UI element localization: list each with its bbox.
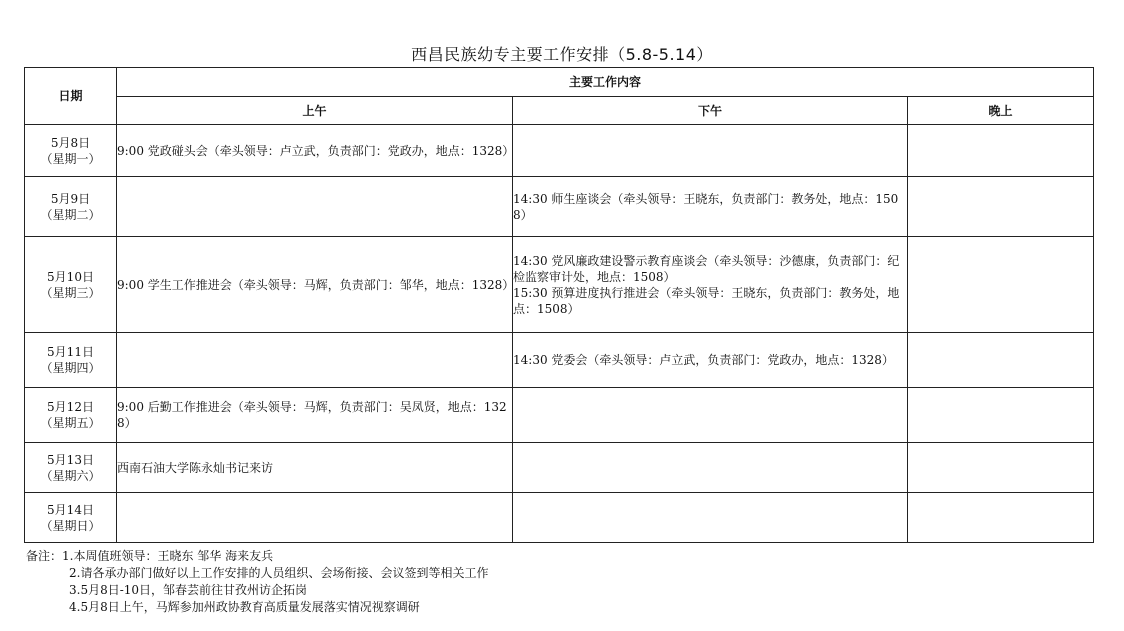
date-label: 5月14日 [47, 502, 94, 517]
date-cell [25, 333, 117, 388]
weekday-label: （星期五） [40, 416, 101, 430]
afternoon-event: 14:30 党委会（牵头领导：卢立武，负责部门：党政办，地点：1328） [513, 353, 894, 367]
date-label: 5月11日 [47, 345, 94, 359]
weekday-label: （星期四） [40, 361, 101, 375]
note-item: 4.5月8日上午，马辉参加州政协教育高质量发展落实情况视察调研 [69, 600, 420, 614]
morning-cell: 9:00 后勤工作推进会（牵头领导：马辉，负责部门：吴凤贤，地点：1328） [117, 388, 513, 443]
morning-cell [117, 493, 513, 543]
afternoon-column-header: 下午 [513, 97, 908, 125]
date-label: 5月9日 [50, 191, 91, 206]
page-title: 西昌民族幼专主要工作安排（5.8-5.14） [411, 45, 713, 64]
morning-cell: 西南石油大学陈永灿书记来访 [117, 443, 513, 493]
table-row [25, 388, 1094, 443]
note-first-line [26, 548, 488, 565]
evening-cell [908, 493, 1094, 543]
morning-cell: 9:00 学生工作推进会（牵头领导：马辉，负责部门：邹华，地点：1328） [117, 237, 513, 333]
date-cell [25, 388, 117, 443]
weekday-label: （星期二） [40, 207, 101, 222]
table-row [25, 493, 1094, 543]
date-cell [25, 125, 117, 177]
afternoon-event: 14:30 师生座谈会（牵头领导：王晓东，负责部门：教务处，地点：1508） [513, 191, 899, 222]
morning-cell [117, 333, 513, 388]
notes-label: 备注： [26, 549, 63, 563]
date-label: 5月10日 [47, 269, 94, 284]
date-label: 5月8日 [50, 135, 91, 150]
table-row [25, 125, 1094, 177]
morning-cell [117, 177, 513, 237]
afternoon-cell [513, 493, 908, 543]
afternoon-cell [513, 333, 908, 388]
date-label: 5月12日 [47, 400, 94, 414]
date-cell [25, 443, 117, 493]
evening-cell [908, 443, 1094, 493]
weekday-label: （星期三） [40, 285, 101, 300]
table-row [25, 333, 1094, 388]
note-item: 1.本周值班领导：王晓东 邹华 海来友兵 [62, 549, 274, 563]
date-cell [25, 493, 117, 543]
afternoon-cell [513, 125, 908, 177]
date-cell [25, 177, 117, 237]
evening-cell [908, 125, 1094, 177]
evening-cell [908, 333, 1094, 388]
afternoon-cell [513, 388, 908, 443]
afternoon-cell [513, 177, 908, 237]
evening-cell [908, 388, 1094, 443]
table-row [25, 443, 1094, 493]
note-item: 3.5月8日-10日，邹春芸前往甘孜州访企拓岗 [69, 583, 308, 597]
table-row [25, 237, 1094, 333]
afternoon-cell [513, 237, 908, 333]
table-row [25, 177, 1094, 237]
evening-cell [908, 237, 1094, 333]
morning-cell: 9:00 党政碰头会（牵头领导：卢立武，负责部门：党政办，地点：1328） [117, 125, 513, 177]
evening-cell [908, 177, 1094, 237]
weekday-label: （星期日） [40, 518, 101, 533]
notes-section [26, 548, 488, 616]
content-group-header: 主要工作内容 [117, 68, 1094, 97]
schedule-table [24, 67, 1094, 543]
date-column-header: 日期 [25, 68, 117, 125]
morning-column-header: 上午 [117, 97, 513, 125]
afternoon-cell [513, 443, 908, 493]
weekday-label: （星期六） [40, 468, 101, 483]
note-item: 2.请各承办部门做好以上工作安排的人员组织、会场衔接、会议签到等相关工作 [69, 566, 489, 580]
date-label: 5月13日 [47, 452, 94, 467]
evening-column-header: 晚上 [908, 97, 1094, 125]
weekday-label: （星期一） [40, 151, 101, 166]
afternoon-event: 15:30 预算进度执行推进会（牵头领导：王晓东，负责部门：教务处，地点：1508） [513, 285, 900, 316]
date-cell [25, 237, 117, 333]
afternoon-event: 14:30 党风廉政建设警示教育座谈会（牵头领导：沙德康，负责部门：纪检监察审计处，地点：1508） [513, 253, 900, 284]
